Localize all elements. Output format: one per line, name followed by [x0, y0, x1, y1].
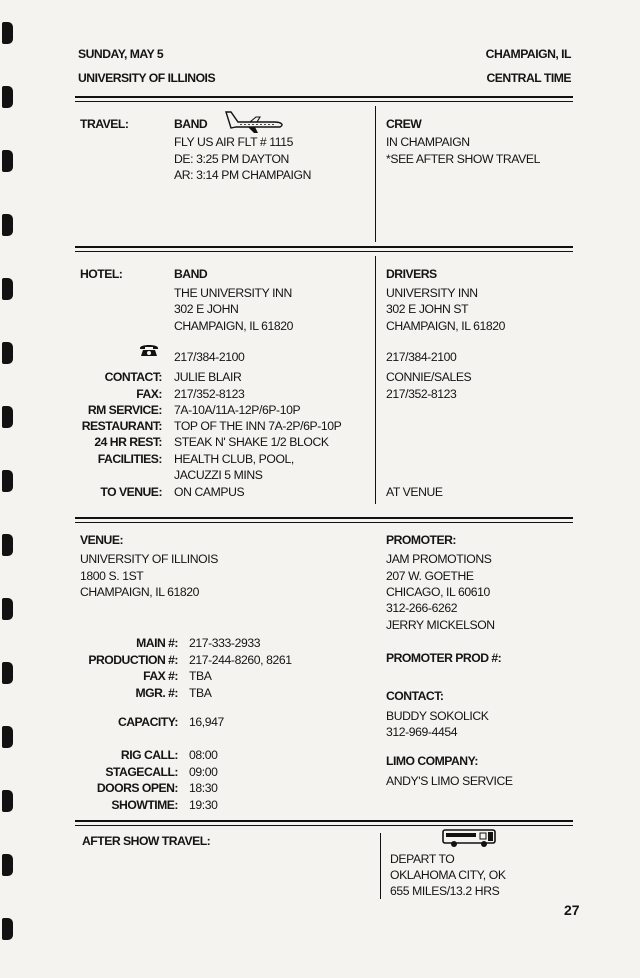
hotel-detail-value: JULIE BLAIR	[174, 370, 242, 384]
header-date: SUNDAY, MAY 5	[78, 47, 164, 61]
venue-number-label: PRODUCTION #:	[88, 653, 178, 667]
travel-band-line: DE: 3:25 PM DAYTON	[174, 152, 289, 166]
venue-number-value: TBA	[189, 686, 212, 700]
hotel-band-heading: BAND	[174, 267, 208, 281]
venue-time-value: 08:00	[189, 748, 218, 762]
capacity-value: 16,947	[189, 715, 224, 729]
binding-ring	[2, 534, 13, 556]
promoter-line: 207 W. GOETHE	[386, 569, 474, 583]
venue-number-label: MAIN #:	[136, 636, 178, 650]
limo-value: ANDY'S LIMO SERVICE	[386, 774, 513, 788]
after-show-line: OKLAHOMA CITY, OK	[390, 868, 506, 882]
binding-ring	[2, 854, 13, 876]
hotel-detail-label: CONTACT:	[104, 370, 162, 384]
hotel-detail-value: TOP OF THE INN 7A-2P/6P-10P	[174, 419, 342, 433]
venue-number-value: 217-333-2933	[189, 636, 261, 650]
header-city: CHAMPAIGN, IL	[485, 47, 571, 61]
venue-time-value: 09:00	[189, 765, 218, 779]
hotel-detail-value: 7A-10A/11A-12P/6P-10P	[174, 403, 301, 417]
venue-time-value: 19:30	[189, 798, 218, 812]
promoter-label: PROMOTER:	[386, 533, 456, 547]
hotel-detail-label: FAX:	[136, 387, 162, 401]
binding-ring	[2, 278, 13, 300]
contact-line: 312-969-4454	[386, 725, 458, 739]
drivers-address-line: 302 E JOHN ST	[386, 302, 469, 316]
divider	[75, 517, 573, 519]
binding-ring	[2, 342, 13, 364]
drivers-contact-line: 217/384-2100	[386, 350, 457, 364]
hotel-detail-value: 217/352-8123	[174, 387, 245, 401]
venue-time-label: RIG CALL:	[120, 748, 178, 762]
divider	[75, 101, 573, 102]
promoter-line: JERRY MICKELSON	[386, 618, 495, 632]
divider	[75, 96, 573, 98]
binding-ring	[2, 726, 13, 748]
divider	[75, 251, 573, 252]
binding-ring	[2, 406, 13, 428]
hotel-label: HOTEL:	[80, 267, 123, 281]
hotel-phone: 217/384-2100	[174, 350, 245, 364]
capacity-label: CAPACITY:	[117, 715, 178, 729]
drivers-contact-line: 217/352-8123	[386, 387, 457, 401]
travel-band-line: AR: 3:14 PM CHAMPAIGN	[174, 168, 311, 182]
after-show-label: AFTER SHOW TRAVEL:	[82, 834, 211, 848]
hotel-address-line: CHAMPAIGN, IL 61820	[174, 319, 294, 333]
after-show-line: DEPART TO	[390, 852, 455, 866]
venue-number-value: 217-244-8260, 8261	[189, 653, 292, 667]
binding-ring	[2, 598, 13, 620]
tour-bus-icon	[442, 828, 498, 848]
divider	[75, 246, 573, 248]
promoter-prod-label: PROMOTER PROD #:	[386, 651, 502, 665]
binding-ring	[2, 22, 13, 44]
venue-address-line: UNIVERSITY OF ILLINOIS	[80, 552, 218, 566]
hotel-facilities-cont: JACUZZI 5 MINS	[174, 468, 263, 482]
binding-ring	[2, 470, 13, 492]
binding-ring	[2, 150, 13, 172]
limo-label: LIMO COMPANY:	[386, 754, 478, 768]
venue-label: VENUE:	[80, 533, 124, 547]
venue-time-label: DOORS OPEN:	[96, 781, 178, 795]
spiral-binding	[0, 0, 16, 978]
hotel-address-line: 302 E JOHN	[174, 302, 239, 316]
binding-ring	[2, 790, 13, 812]
drivers-to-venue: AT VENUE	[386, 485, 443, 499]
page-number: 27	[564, 902, 580, 918]
hotel-detail-value: STEAK N' SHAKE 1/2 BLOCK	[174, 435, 329, 449]
hotel-to-venue-value: ON CAMPUS	[174, 485, 245, 499]
binding-ring	[2, 214, 13, 236]
after-show-line: 655 MILES/13.2 HRS	[390, 884, 500, 898]
promoter-line: CHICAGO, IL 60610	[386, 585, 490, 599]
venue-address-line: 1800 S. 1ST	[80, 569, 144, 583]
drivers-address-line: UNIVERSITY INN	[386, 286, 478, 300]
hotel-to-venue-label: TO VENUE:	[100, 485, 162, 499]
travel-crew-line: IN CHAMPAIGN	[386, 135, 470, 149]
header-timezone: CENTRAL TIME	[486, 71, 571, 85]
divider	[75, 825, 573, 826]
venue-time-label: SHOWTIME:	[111, 798, 178, 812]
drivers-heading: DRIVERS	[386, 267, 437, 281]
telephone-icon	[139, 343, 159, 357]
venue-number-value: TBA	[189, 669, 212, 683]
venue-time-value: 18:30	[189, 781, 218, 795]
hotel-detail-label: FACILITIES:	[97, 452, 162, 466]
travel-band-line: FLY US AIR FLT # 1115	[174, 135, 293, 149]
hotel-detail-value: HEALTH CLUB, POOL,	[174, 452, 294, 466]
travel-label: TRAVEL:	[80, 117, 129, 131]
binding-ring	[2, 918, 13, 940]
binding-ring	[2, 86, 13, 108]
promoter-line: 312-266-6262	[386, 601, 458, 615]
airplane-icon	[222, 108, 286, 134]
travel-band-heading: BAND	[174, 117, 208, 131]
promoter-line: JAM PROMOTIONS	[386, 552, 492, 566]
header-venue-name: UNIVERSITY OF ILLINOIS	[78, 71, 216, 85]
column-divider	[380, 833, 381, 899]
venue-number-label: MGR. #:	[135, 686, 178, 700]
venue-time-label: STAGECALL:	[105, 765, 178, 779]
drivers-address-line: CHAMPAIGN, IL 61820	[386, 319, 506, 333]
binding-ring	[2, 662, 13, 684]
travel-crew-line: *SEE AFTER SHOW TRAVEL	[386, 152, 540, 166]
hotel-address-line: THE UNIVERSITY INN	[174, 286, 292, 300]
contact-label: CONTACT:	[386, 689, 444, 703]
column-divider	[375, 106, 376, 242]
hotel-detail-label: RM SERVICE:	[87, 403, 162, 417]
column-divider	[375, 256, 376, 504]
hotel-detail-label: RESTAURANT:	[81, 419, 162, 433]
venue-number-label: FAX #:	[143, 669, 178, 683]
hotel-detail-label: 24 HR REST:	[94, 435, 162, 449]
travel-crew-heading: CREW	[386, 117, 422, 131]
divider	[75, 522, 573, 523]
venue-address-line: CHAMPAIGN, IL 61820	[80, 585, 200, 599]
contact-line: BUDDY SOKOLICK	[386, 709, 489, 723]
drivers-contact-line: CONNIE/SALES	[386, 370, 472, 384]
divider	[75, 820, 573, 822]
